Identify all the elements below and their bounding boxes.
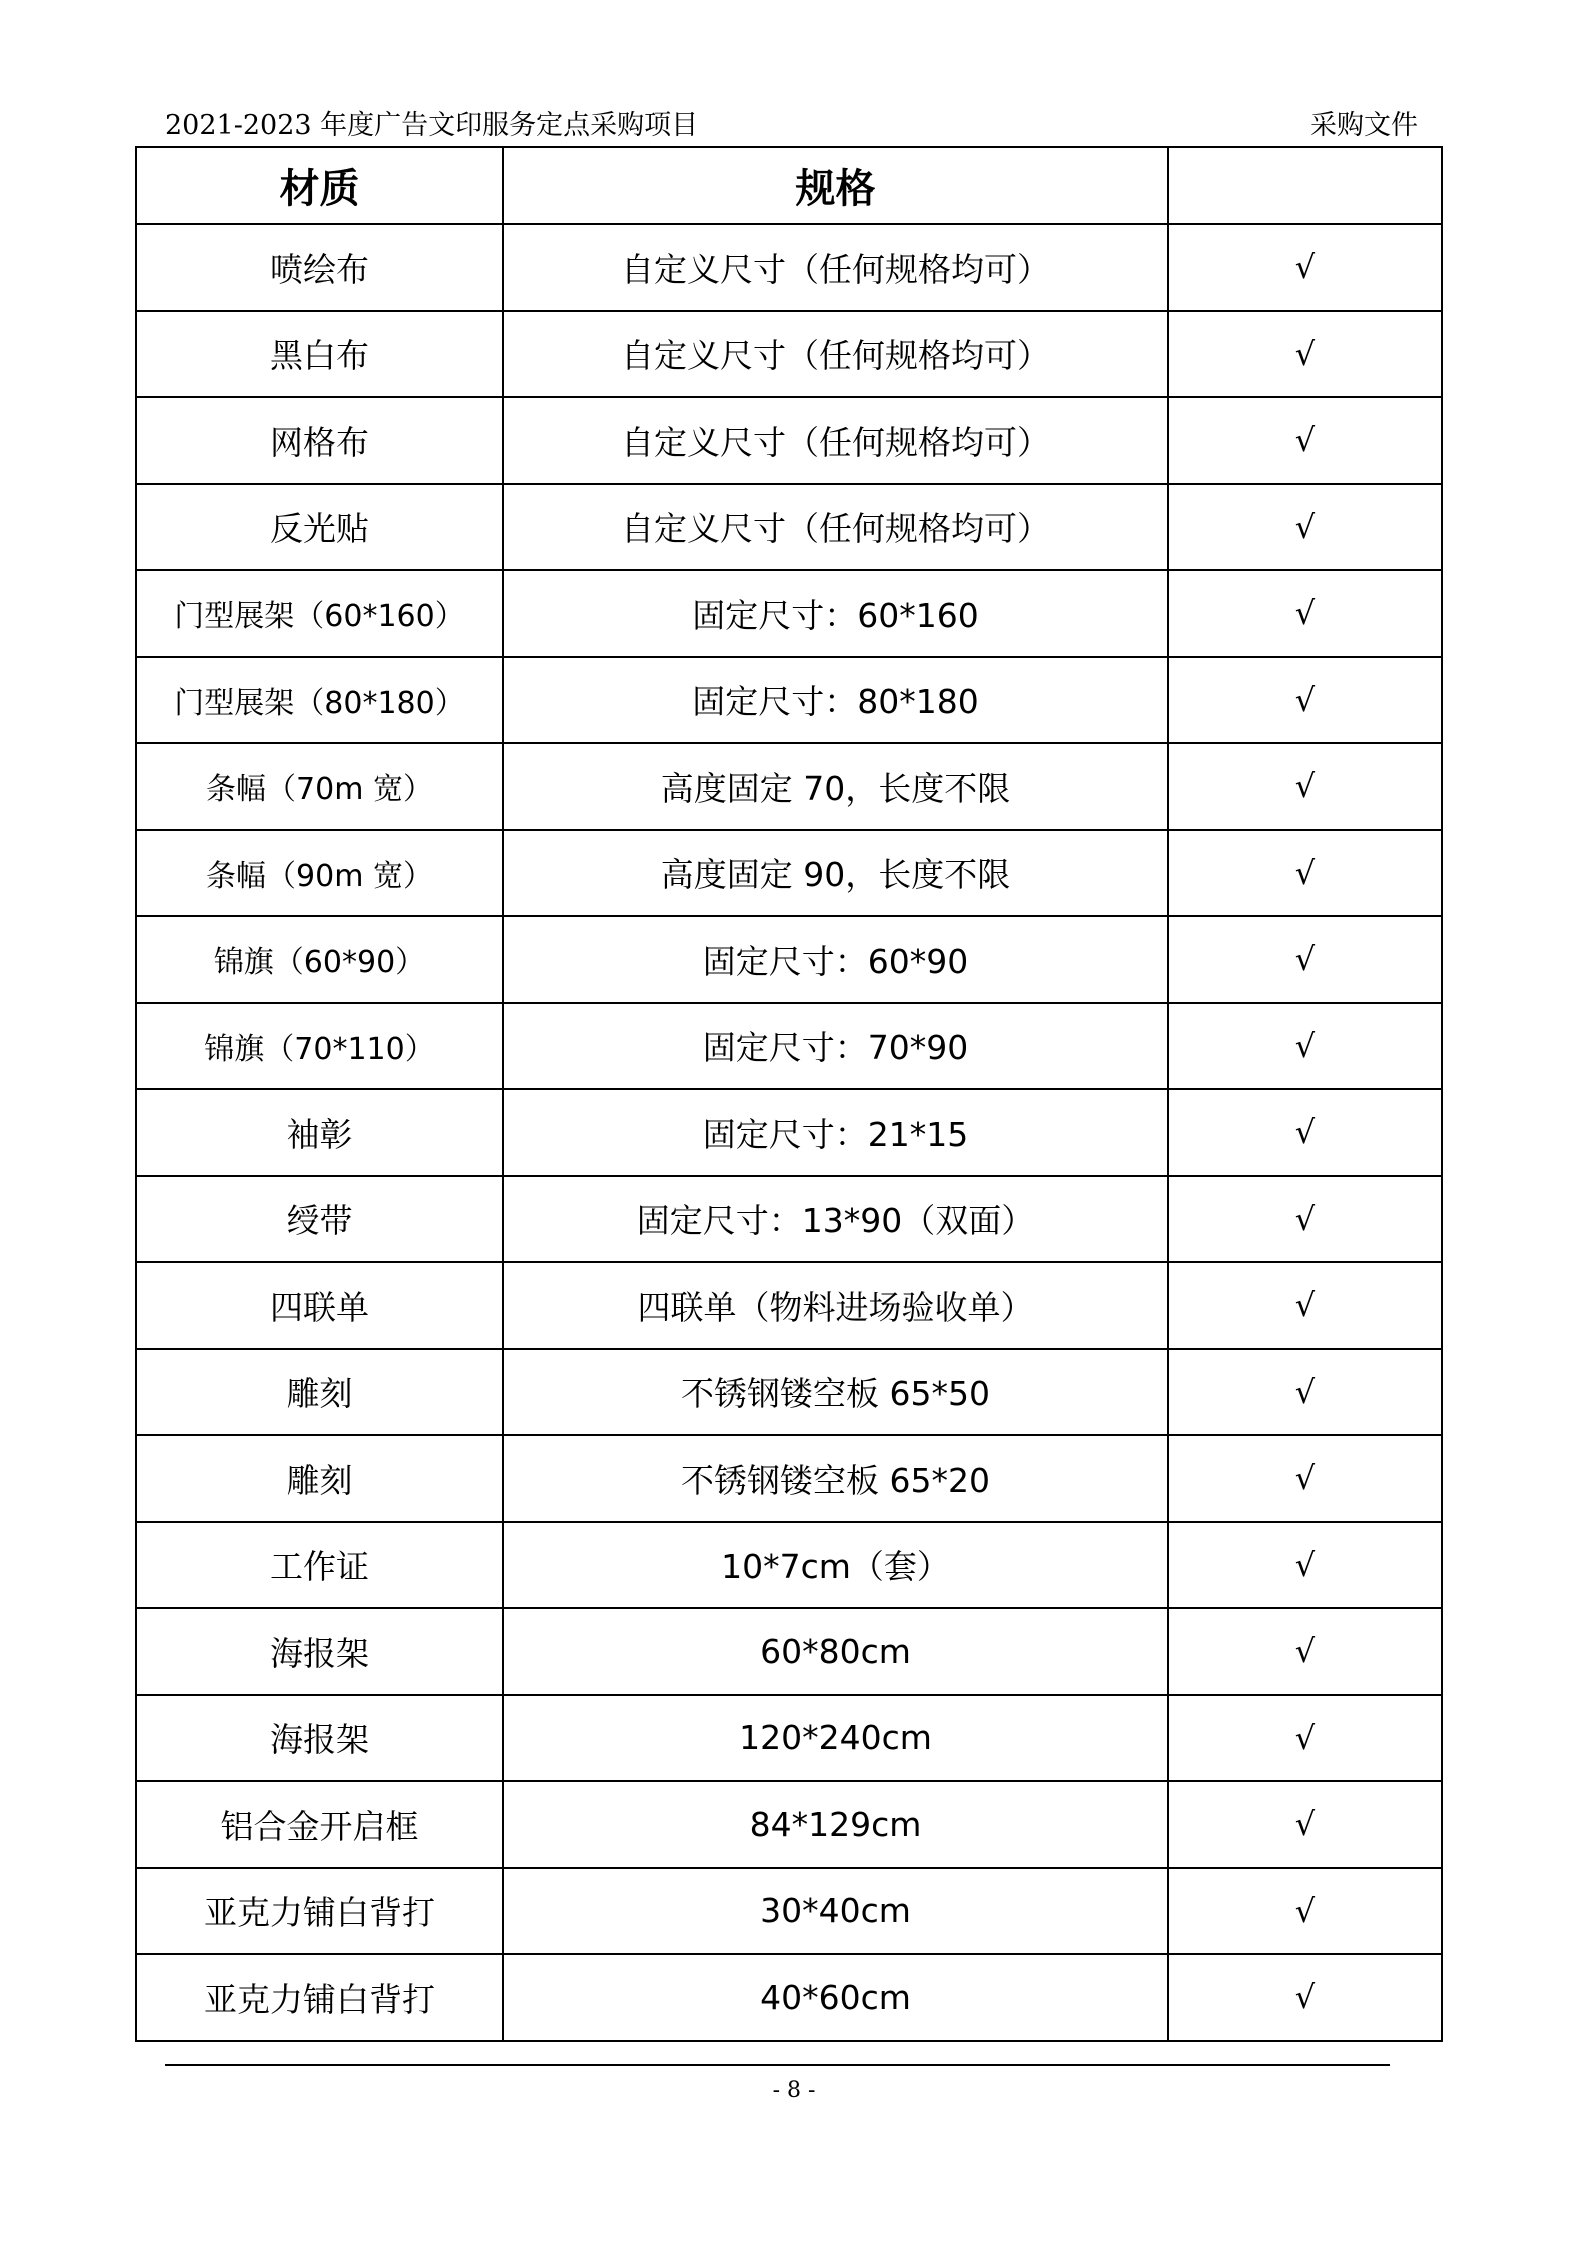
table-row [136,1349,1442,1436]
spec-cell: 高度固定 70，长度不限 [503,743,1168,830]
table-body [136,224,1442,2041]
material-cell: 亚克力铺白背打 [136,1868,503,1955]
material-cell: 海报架 [136,1608,503,1695]
material-cell: 门型展架（80*180） [136,657,503,744]
spec-cell: 120*240cm [503,1695,1168,1782]
material-cell: 锦旗（60*90） [136,916,503,1003]
checkmark-cell: √ [1168,830,1442,917]
material-cell: 雕刻 [136,1349,503,1436]
spec-cell: 10*7cm（套） [503,1522,1168,1609]
table-row [136,1435,1442,1522]
table-row [136,1089,1442,1176]
spec-cell: 四联单（物料进场验收单） [503,1262,1168,1349]
checkmark-cell: √ [1168,1435,1442,1522]
checkmark-cell: √ [1168,397,1442,484]
page-number: - 8 - [772,2078,816,2103]
table-row [136,1522,1442,1609]
checkmark-cell: √ [1168,224,1442,311]
checkmark-cell: √ [1168,1781,1442,1868]
table-row [136,397,1442,484]
spec-cell: 固定尺寸：80*180 [503,657,1168,744]
material-cell: 喷绘布 [136,224,503,311]
footer-rule [165,2064,1390,2066]
spec-cell: 自定义尺寸（任何规格均可） [503,484,1168,571]
column-header-material: 材质 [136,147,503,224]
checkmark-cell: √ [1168,657,1442,744]
table-row [136,830,1442,917]
table-row [136,484,1442,571]
checkmark-cell: √ [1168,570,1442,657]
material-cell: 反光贴 [136,484,503,571]
checkmark-cell: √ [1168,916,1442,1003]
material-cell: 绶带 [136,1176,503,1263]
material-cell: 雕刻 [136,1435,503,1522]
material-cell: 亚克力铺白背打 [136,1954,503,2041]
table-row [136,1695,1442,1782]
table-row [136,1954,1442,2041]
material-cell: 门型展架（60*160） [136,570,503,657]
table-row [136,570,1442,657]
material-cell: 袖彰 [136,1089,503,1176]
table-row [136,657,1442,744]
table-header-row [136,147,1442,224]
table-row [136,743,1442,830]
checkmark-cell: √ [1168,1349,1442,1436]
header-project-title: 2021-2023 年度广告文印服务定点采购项目 [165,110,699,141]
checkmark-cell: √ [1168,484,1442,571]
checkmark-cell: √ [1168,1262,1442,1349]
spec-cell: 不锈钢镂空板 65*50 [503,1349,1168,1436]
checkmark-cell: √ [1168,1089,1442,1176]
spec-cell: 固定尺寸：70*90 [503,1003,1168,1090]
table-row [136,1262,1442,1349]
material-cell: 网格布 [136,397,503,484]
table-row [136,916,1442,1003]
table-row [136,1608,1442,1695]
material-spec-table [135,146,1443,2042]
material-cell: 四联单 [136,1262,503,1349]
spec-cell: 不锈钢镂空板 65*20 [503,1435,1168,1522]
page-header [165,108,1418,148]
material-cell: 海报架 [136,1695,503,1782]
material-cell: 锦旗（70*110） [136,1003,503,1090]
spec-cell: 固定尺寸：60*90 [503,916,1168,1003]
checkmark-cell: √ [1168,1176,1442,1263]
table-row [136,1868,1442,1955]
spec-cell: 60*80cm [503,1608,1168,1695]
header-document-type: 采购文件 [1310,110,1418,141]
spec-cell: 固定尺寸：60*160 [503,570,1168,657]
table-row [136,224,1442,311]
checkmark-cell: √ [1168,1954,1442,2041]
table-row [136,1003,1442,1090]
checkmark-cell: √ [1168,311,1442,398]
spec-cell: 40*60cm [503,1954,1168,2041]
spec-cell: 固定尺寸：13*90（双面） [503,1176,1168,1263]
checkmark-cell: √ [1168,1003,1442,1090]
material-cell: 工作证 [136,1522,503,1609]
table-row [136,311,1442,398]
material-cell: 条幅（90m 宽） [136,830,503,917]
checkmark-cell: √ [1168,1522,1442,1609]
spec-cell: 自定义尺寸（任何规格均可） [503,311,1168,398]
spec-cell: 固定尺寸：21*15 [503,1089,1168,1176]
material-cell: 黑白布 [136,311,503,398]
table-row [136,1176,1442,1263]
column-header-mark [1168,147,1442,224]
material-cell: 条幅（70m 宽） [136,743,503,830]
material-cell: 铝合金开启框 [136,1781,503,1868]
checkmark-cell: √ [1168,743,1442,830]
checkmark-cell: √ [1168,1608,1442,1695]
checkmark-cell: √ [1168,1868,1442,1955]
spec-cell: 84*129cm [503,1781,1168,1868]
spec-cell: 自定义尺寸（任何规格均可） [503,397,1168,484]
spec-cell: 30*40cm [503,1868,1168,1955]
checkmark-cell: √ [1168,1695,1442,1782]
spec-cell: 高度固定 90，长度不限 [503,830,1168,917]
column-header-spec: 规格 [503,147,1168,224]
spec-cell: 自定义尺寸（任何规格均可） [503,224,1168,311]
table-row [136,1781,1442,1868]
